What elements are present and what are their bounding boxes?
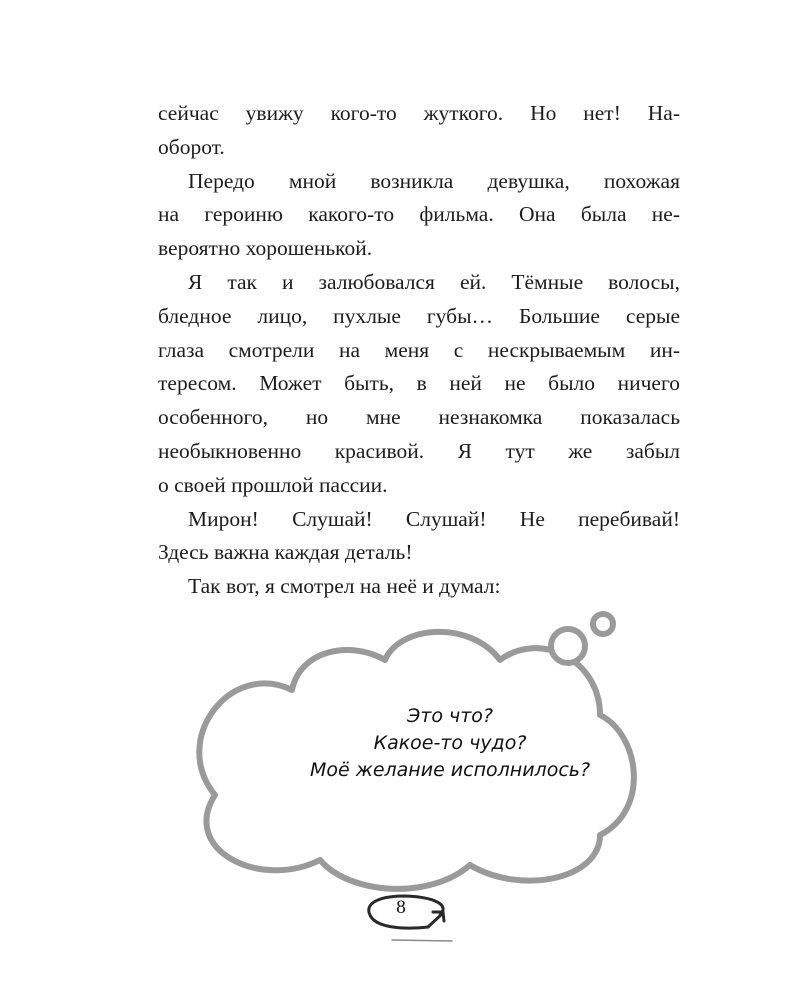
underline-stroke bbox=[392, 940, 452, 941]
text-line: Передо мной возникла девушка, похожая bbox=[188, 168, 680, 193]
text-line: Так вот, я смотрел на неё и думал: bbox=[188, 574, 501, 599]
text-line: тересом. Может быть, в ней не было ничего bbox=[158, 371, 680, 396]
thought-line: Это что? bbox=[406, 705, 493, 727]
text-line: Здесь важна каждая деталь! bbox=[158, 540, 413, 565]
thought-line: Моё желание исполнилось? bbox=[309, 759, 591, 781]
thought-small-circle bbox=[551, 629, 585, 663]
text-line: бледное лицо, пухлые губы… Большие серые bbox=[158, 303, 680, 328]
text-line: необыкновенно красивой. Я тут же забыл bbox=[158, 438, 680, 463]
thought-tiny-circle bbox=[593, 614, 613, 634]
text-line: о своей прошлой пассии. bbox=[158, 472, 388, 497]
page-number: 8 bbox=[396, 897, 406, 918]
text-line: глаза смотрели на меня с нескрываемым ин- bbox=[158, 337, 680, 362]
text-line: сейчас увижу кого-то жуткого. Но нет! На- bbox=[158, 101, 680, 125]
text-line: на героиню какого-то фильма. Она была не- bbox=[158, 202, 680, 227]
arrow-icon bbox=[428, 912, 444, 927]
thought-text bbox=[300, 703, 600, 784]
thought-line: Какое-то чудо? bbox=[373, 732, 527, 754]
text-line: Мирон! Слушай! Слушай! Не перебивай! bbox=[188, 506, 680, 531]
text-line: вероятно хорошенькой. bbox=[158, 236, 373, 261]
text-line: оборот. bbox=[158, 134, 225, 159]
text-line: Я так и залюбовался ей. Тёмные волосы, bbox=[188, 269, 680, 294]
text-line: особенного, но мне незнакомка показалась bbox=[158, 405, 680, 430]
